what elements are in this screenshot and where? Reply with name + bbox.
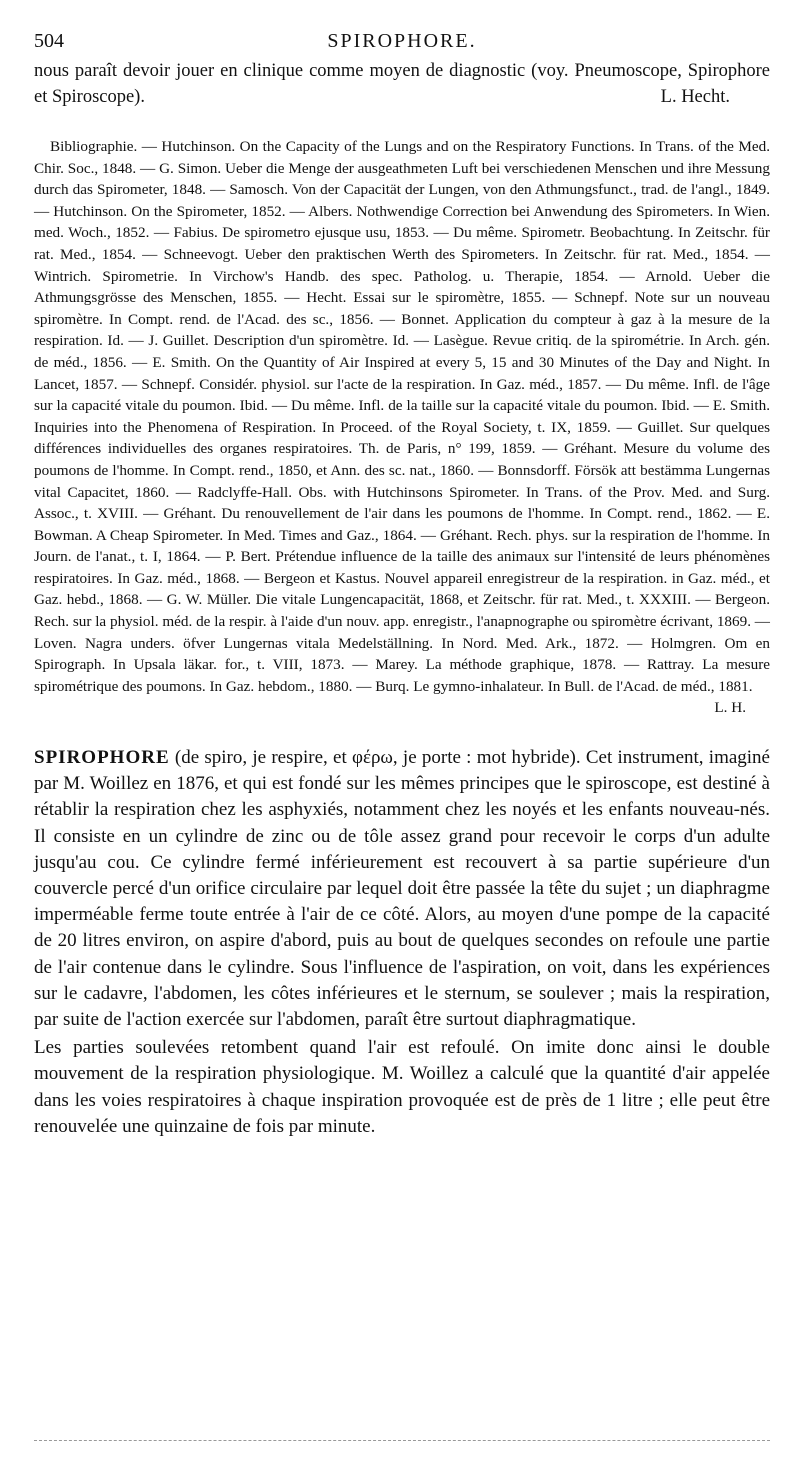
article-paragraph-2 — [34, 1035, 770, 1140]
intro-signature: L. Hecht. — [660, 87, 730, 107]
running-title: SPIROPHORE. — [327, 30, 477, 52]
bibliography-signature: L. H. — [714, 699, 746, 717]
intro-text: nous paraît devoir jouer en clinique comme moyen de diagnostic (voy. Pneumoscope, Spirophore et Spiroscope). — [34, 61, 770, 107]
intro-paragraph — [34, 58, 770, 110]
page-header — [34, 24, 770, 56]
footer-rule — [34, 1440, 770, 1441]
article-text-1: (de spiro, je respire, et φέρω, je porte : mot hybride). Cet instrument, imaginé par M. Woillez en 1876, et qui est fondé sur les mêmes principes que le spiroscope, est destiné à rétablir la respiration chez les asphyxiés, notamment chez les noyés et les enfants nouveau-nés. Il consiste en un cylindre de zinc ou de tôle assez grand pour recevoir le corps d'un adulte jusqu'au cou. Ce cylindre fermé inférieurement est recouvert à sa partie supérieure d'un couvercle percé d'un orifice circulaire par lequel doit être passée la tête du sujet ; un diaphragme imperméable ferme toute entrée à l'air de ce côté. Alors, au moyen d'une pompe de la capacité de 20 litres environ, on aspire d'abord, puis au bout de quelques secondes on refoule une partie de l'air contenue dans le cylindre. Sous l'influence de l'aspiration, on voit, dans les expériences sur le cadavre, l'abdomen, les côtes inférieures et le sternum, se soulever ; mais la respiration, par suite de l'action exercée sur l'abdomen, paraît être surtout diaphragmatique. — [34, 747, 770, 1031]
article-paragraph-1 — [34, 745, 770, 1033]
article-text-2: Les parties soulevées retombent quand l'air est refoulé. On imite donc ainsi le double mouvement de la respiration physiologique. M. Woillez a calculé que la quantité d'air appelée dans les voies respiratoires à chaque inspiration provoquée est de près de 1 litre ; elle peut être renouvelée une quinzaine de fois par minute. — [34, 1037, 770, 1137]
page-number: 504 — [34, 30, 64, 52]
page — [34, 24, 770, 1140]
bibliography-text: Bibliographie. — Hutchinson. On the Capacity of the Lungs and on the Respiratory Functions. In Trans. of the Med. Chir. Soc., 1848. — G. Simon. Ueber die Menge der ausgeathmeten Luft bei verschiedenen Menschen und ihre Messung durch das Spirometer, 1848. — Samosch. Von der Capacität der Lungen, von den Athmungsfunct., trad. de l'angl., 1849. — Hutchinson. On the Spirometer, 1852. — Albers. Nothwendige Correction bei Anwendung des Spirometers. In Wien. med. Woch., 1852. — Fabius. De spirometro ejusque usu, 1853. — Du même. Spirometr. Beobachtung. In Zeitschr. für rat. Med., 1854. — Schneevogt. Ueber den praktischen Werth des Spirometers. In Zeitschr. für rat. Med., 1854. — Wintrich. Spirometrie. In Virchow's Handb. des spec. Patholog. u. Therapie, 1854. — Arnold. Ueber die Athmungsgrösse des Menschen, 1855. — Hecht. Essai sur le spiromètre, 1855. — Schnepf. Note sur un nouveau spiromètre. In Compt. rend. de l'Acad. des sc., 1856. — Bonnet. Application du compteur à gaz à la mesure de la respiration. Id. — J. Guillet. Description d'un spiromètre. Id. — Lasègue. Revue critiq. de la spirométrie. In Arch. gén. de méd., 1856. — E. Smith. On the Quantity of Air Inspired at every 5, 15 and 30 Minutes of the Day and Night. In Lancet, 1857. — Schnepf. Considér. physiol. sur l'acte de la respiration. In Gaz. méd., 1857. — Du même. Infl. de l'âge sur la capacité vitale du poumon. Ibid. — Du même. Infl. de la taille sur la capacité vitale du poumon. Ibid. — E. Smith. Inquiries into the Phenomena of Respiration. In Proceed. of the Royal Society, t. IX, 1859. — Guillet. Sur quelques différences individuelles des organes respiratoires. Th. de Paris, n° 199, 1859. — Gréhant. Mesure du volume des poumons de l'homme. In Compt. rend., 1850, et Ann. des sc. nat., 1860. — Bonnsdorff. Försök att bestämma Lungernas vital Capacitet, 1860. — Radclyffe-Hall. Obs. with Hutchinsons Spirometer. In Trans. of the Prov. Med. and Surg. Assoc., t. XVIII. — Gréhant. Du renouvellement de l'air dans les poumons de l'homme. In Compt. rend., 1862. — E. Bowman. A Cheap Spirometer. In Med. Times and Gaz., 1864. — Gréhant. Rech. phys. sur la respiration de l'homme. In Journ. de l'anat., t. I, 1864. — P. Bert. Prétendue influence de la taille des animaux sur l'intensité de leurs phénomènes respiratoires. In Gaz. méd., 1868. — Bergeon et Kastus. Nouvel appareil enregistreur de la respiration. in Gaz. méd., et Gaz. hebd., 1868. — G. W. Müller. Die vitale Lungencapacität, 1868, et Zeitschr. für rat. Med., t. XXXIII. — Bergeon. Rech. sur la physiol. méd. de la respir. à l'aide d'un nouv. app. enregistr., l'anapnographe ou spiromètre écrivant, 1869. — Loven. Nagra unders. öfver Lungernas vitala Medelställning. In Nord. Med. Ark., 1872. — Holmgren. Om en Spirograph. In Upsala läkar. for., t. VIII, 1873. — Marey. La méthode graphique, 1878. — Rattray. La mesure spirométrique des poumons. In Gaz. hebdom., 1880. — Burq. Le gymno-inhalateur. In Bull. de l'Acad. de méd., 1881. — [34, 138, 770, 695]
bibliography — [34, 136, 770, 719]
article-headword: SPIROPHORE — [34, 747, 170, 769]
article-spirophore — [34, 745, 770, 1140]
